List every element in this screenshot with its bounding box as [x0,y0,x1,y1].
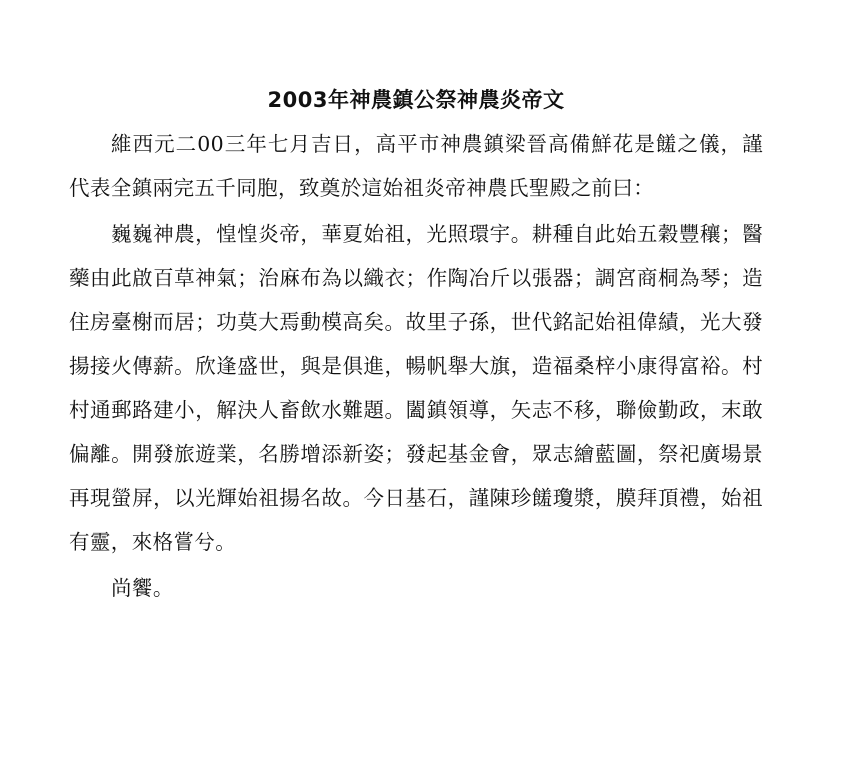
document-title: 2003年神農鎮公祭神農炎帝文 [267,88,565,112]
eulogy-paragraph: 巍巍神農，惶惶炎帝，華夏始祖，光照環宇。耕種自此始五穀豐穰；醫藥由此啟百草神氣；治麻布為以織衣；作陶冶斤以張器；調宮商桐為琴；造住房臺榭而居；功莫大焉動模高矣。故里子孫，世代銘記始祖偉績，光大發揚接火傳薪。欣逢盛世，與是俱進，暢帆舉大旗，造福桑梓小康得富裕。村村通郵路建小，解決人畜飲水難題。闔鎮領導，矢志不移，聯儉勤政，末敢偏離。開發旅遊業，名勝增添新姿；發起基金會，眾志繪藍圖，祭祀廣場景再現螢屏，以光輝始祖揚名故。今日基石，謹陳珍饈瓊漿，膜拜頂禮，始祖有靈，來格嘗兮。 [69,222,763,554]
closing-paragraph: 尚饗。 [111,576,174,600]
opening-paragraph: 維西元二00三年七月吉日，高平市神農鎮梁晉高備鮮花是饈之儀，謹代表全鎮兩完五千同胞，致奠於這始祖炎帝神農氏聖殿之前曰： [69,132,763,200]
document-page [69,82,763,610]
